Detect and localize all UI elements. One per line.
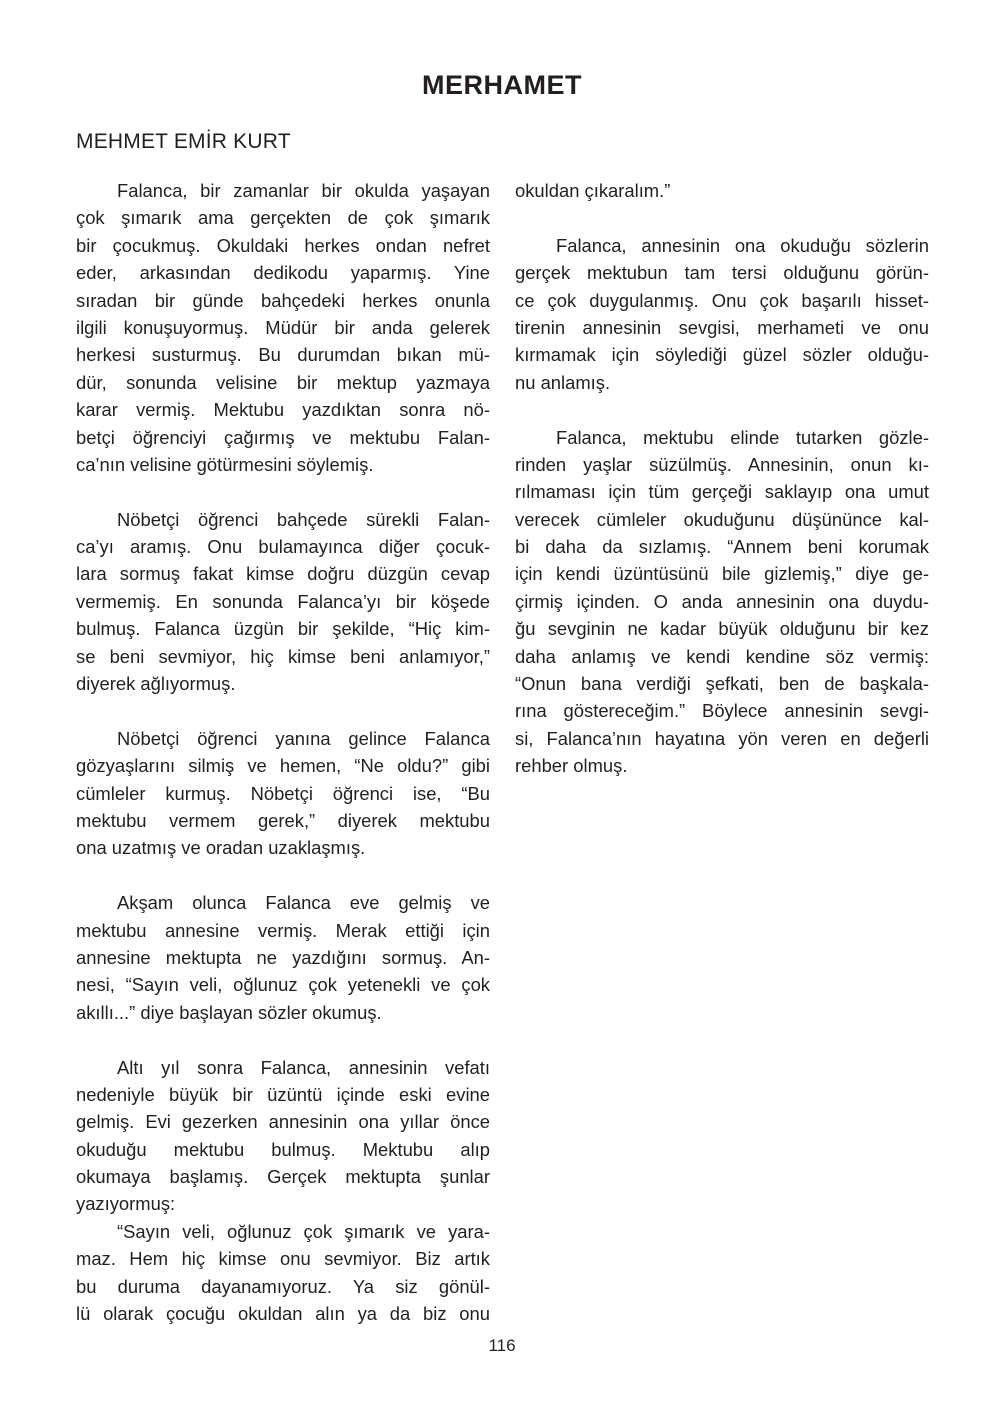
paragraph [76,177,490,478]
text-line: nesi, “Sayın veli, oğlunuz çok yetenekli ve çok [76,974,490,996]
text-line: rılmaması için tüm gerçeği saklayıp ona umut [515,481,929,503]
paragraph [515,232,929,396]
paragraph-gap [76,697,490,724]
paragraph-gap [515,396,929,423]
text-line: si, Falanca’nın hayatına yön veren en değerli [515,727,929,749]
text-line: diyerek ağlıyormuş. [76,673,236,695]
text-line: dür, sonunda velisine bir mektup yazmaya [76,371,490,393]
page-title: MERHAMET [422,70,582,100]
author-name: MEHMET EMİR KURT [76,130,291,153]
paragraph-continuation [515,177,929,204]
text-line: Akşam olunca Falanca eve gelmiş ve [117,892,490,914]
text-line: okumaya başlamış. Gerçek mektupta şunlar [76,1166,490,1188]
text-line: ca’nın velisine götürmesini söylemiş. [76,453,374,475]
paragraph [76,889,490,1026]
text-line: ğu sevginin ne kadar büyük olduğunu bir kez [515,618,929,640]
paragraph-gap [76,862,490,889]
left-column [76,177,490,1327]
text-line: gerçek mektubun tam tersi olduğunu görün- [515,262,929,284]
text-line: annesine mektupta ne yazdığını sormuş. An- [76,946,490,968]
text-line: çok şımarık ama gerçekten de çok şımarık [76,207,490,229]
text-line: eder, arkasından dedikodu yaparmış. Yine [76,262,490,284]
text-line: nedeniyle büyük bir üzüntü içinde eski evine [76,1083,490,1105]
text-line: bi daha da sızlamış. “Annem beni korumak [515,536,929,558]
text-line: Falanca, annesinin ona okuduğu sözlerin [556,234,929,256]
text-line: betçi öğrenciyi çağırmış ve mektubu Falan- [76,426,490,448]
text-line: akıllı...” diye başlayan sözler okumuş. [76,1001,382,1023]
text-line: Altı yıl sonra Falanca, annesinin vefatı [117,1056,490,1078]
text-line: maz. Hem hiç kimse onu sevmiyor. Biz artık [76,1248,490,1270]
paragraph-gap [76,1026,490,1053]
text-line: nu anlamış. [515,371,611,393]
text-line: yazıyormuş: [76,1193,176,1215]
text-line: Nöbetçi öğrenci bahçede sürekli Falan- [117,508,490,530]
text-line: Falanca, mektubu elinde tutarken gözle- [556,426,929,448]
text-line: rına göstereceğim.” Böylece annesinin sevgi- [515,700,929,722]
text-line: kırmamak için söylediği güzel sözler olduğu- [515,344,929,366]
text-line: lara sormuş fakat kimse doğru düzgün cevap [76,563,490,585]
paragraph [76,1218,490,1328]
text-line: se beni sevmiyor, hiç kimse beni anlamıyor,” [76,645,490,667]
paragraph [76,1054,490,1218]
text-line: herkesi susturmuş. Bu durumdan bıkan mü- [76,344,490,366]
text-line: tirenin annesinin sevgisi, merhameti ve onu [515,316,929,338]
paragraph-gap [515,204,929,231]
text-line: Falanca, bir zamanlar bir okulda yaşayan [117,180,490,201]
text-line: “Onun bana verdiği şefkati, ben de başkala- [515,673,929,695]
text-line: lü olarak çocuğu okuldan alın ya da biz onu [76,1303,490,1325]
paragraph-gap [76,478,490,505]
text-line: rinden yaşlar süzülmüş. Annesinin, onun kı- [515,453,929,475]
text-line: bulmuş. Falanca üzgün bir şekilde, “Hiç kim- [76,618,490,640]
text-line: daha anlamış ve kendi kendine söz vermiş: [515,645,929,667]
text-line: okuduğu mektubu bulmuş. Mektubu alıp [76,1138,490,1160]
text-line: ce çok duygulanmış. Onu çok başarılı hisset- [515,289,929,311]
text-line: ilgili konuşuyormuş. Müdür bir anda gelerek [76,316,490,338]
text-line: bu duruma dayanamıyoruz. Ya siz gönül- [76,1275,490,1297]
text-line: Nöbetçi öğrenci yanına gelince Falanca [117,727,490,749]
page-number: 116 [488,1336,516,1355]
text-line: vermemiş. En sonunda Falanca’yı bir köşede [76,590,490,612]
text-line: bir çocukmuş. Okuldaki herkes ondan nefret [76,234,490,256]
text-line: verecek cümleler okuduğunu düşününce kal- [515,508,929,530]
right-column [515,177,929,780]
text-line: “Sayın veli, oğlunuz çok şımarık ve yara- [117,1220,490,1242]
text-line: sıradan bir günde bahçedeki herkes onunla [76,289,490,311]
text-line: okuldan çıkaralım.” [515,180,671,201]
text-line: rehber olmuş. [515,755,628,777]
paragraph [76,725,490,862]
text-line: çirmiş içinden. O anda annesinin ona duydu- [515,590,929,612]
text-line: için kendi üzüntüsünü bile gizlemiş,” diye ge- [515,563,929,585]
text-line: gözyaşlarını silmiş ve hemen, “Ne oldu?” gibi [76,755,490,777]
text-line: mektubu vermem gerek,” diyerek mektubu [76,809,490,831]
text-line: mektubu annesine vermiş. Merak ettiği için [76,919,490,941]
text-line: ca’yı aramış. Onu bulamayınca diğer çocuk- [76,536,490,558]
text-line: gelmiş. Evi gezerken annesinin ona yıllar önce [76,1111,490,1133]
text-line: cümleler kurmuş. Nöbetçi öğrenci ise, “Bu [76,782,490,804]
text-line: ona uzatmış ve oradan uzaklaşmış. [76,837,366,859]
text-line: karar vermiş. Mektubu yazdıktan sonra nö- [76,399,490,421]
paragraph [76,506,490,698]
paragraph [515,424,929,780]
